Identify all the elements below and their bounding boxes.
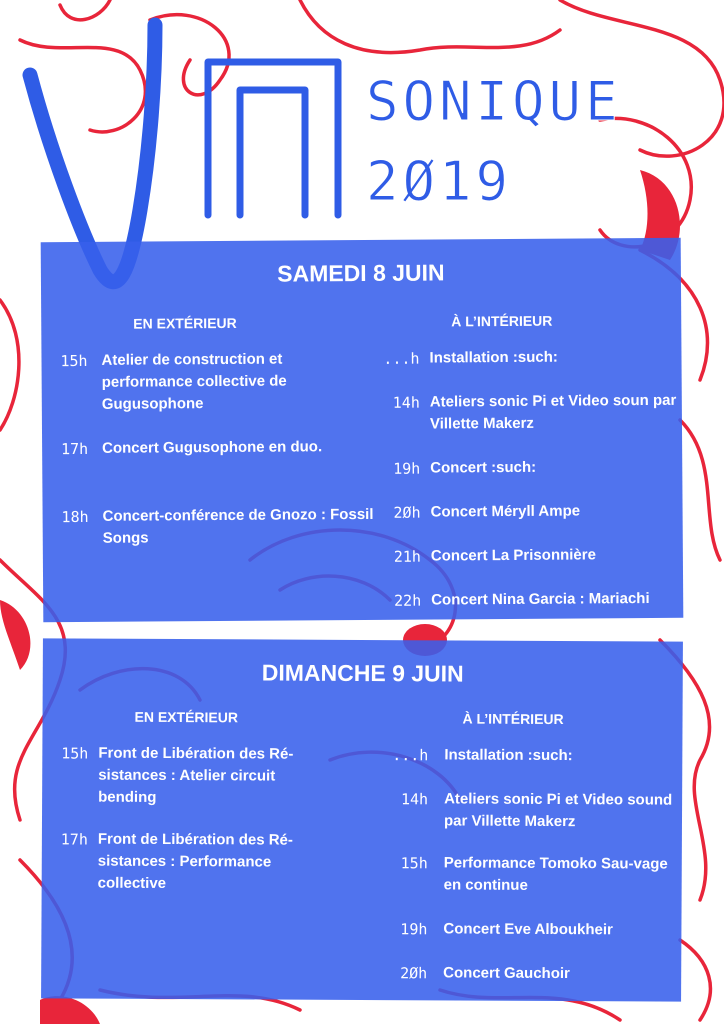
event-title: Concert Gauchoir (443, 964, 570, 983)
festival-year: 2Ø19 (366, 150, 513, 213)
festival-title: SONIQUE (366, 70, 622, 133)
event-title: Front de Libération des Ré-sistances : Atelier circuit bending (98, 744, 294, 806)
event-title: Performance Tomoko Sau-vage en continue (443, 854, 668, 894)
event-time: 2Øh (400, 964, 428, 983)
column-header-outdoor: EN EXTÉRIEUR (133, 314, 237, 332)
event-title: Concert La Prisonnière (430, 546, 596, 565)
column-header-indoor: À L’INTÉRIEUR (451, 312, 553, 330)
schedule-panel-sunday (41, 638, 683, 1001)
event-title: Atelier de construction et performance collective de Gugusophone (101, 350, 287, 413)
column-header-indoor: À L’INTÉRIEUR (462, 710, 564, 728)
event-time: 14h (392, 393, 420, 412)
event-title: Concert Eve Alboukheir (443, 920, 613, 939)
event-title: Concert Gugusophone en duo. (102, 438, 323, 457)
event-title: Concert Méryll Ampe (430, 502, 581, 521)
event-time: ...h (383, 349, 420, 368)
event-title: Installation :such: (444, 746, 573, 765)
event-time: 17h (60, 439, 89, 459)
event-time: 15h (60, 351, 88, 371)
event-time: 22h (394, 591, 422, 610)
event-title: Concert-conférence de Gnozo : Fossil Songs (102, 505, 374, 547)
day-title: DIMANCHE 9 JUIN (261, 659, 464, 687)
event-time: 19h (400, 920, 428, 939)
event-time: 17h (60, 830, 88, 849)
event-time: 15h (61, 744, 89, 763)
event-time: 21h (393, 547, 421, 566)
event-title: Installation :such: (429, 348, 558, 367)
event-time: 18h (61, 507, 89, 527)
column-header-outdoor: EN EXTÉRIEUR (134, 708, 239, 726)
event-title: Concert Nina Garcia : Mariachi (431, 589, 650, 609)
schedule-panel-saturday (41, 238, 684, 622)
event-time: ...h (392, 746, 429, 765)
event-time: 15h (400, 854, 428, 873)
event-time: 19h (393, 459, 421, 478)
event-time: 14h (400, 790, 429, 809)
event-title: Concert :such: (430, 458, 537, 477)
event-time: 2Øh (393, 503, 421, 522)
event-title: Ateliers sonic Pi et Video sound par Villette Makerz (443, 790, 673, 831)
day-title: SAMEDI 8 JUIN (277, 259, 445, 287)
event-title: Front de Libération des Ré-sistances : Performance collective (97, 830, 293, 892)
event-title: Ateliers sonic Pi et Video soun par Villette Makerz (429, 391, 677, 433)
